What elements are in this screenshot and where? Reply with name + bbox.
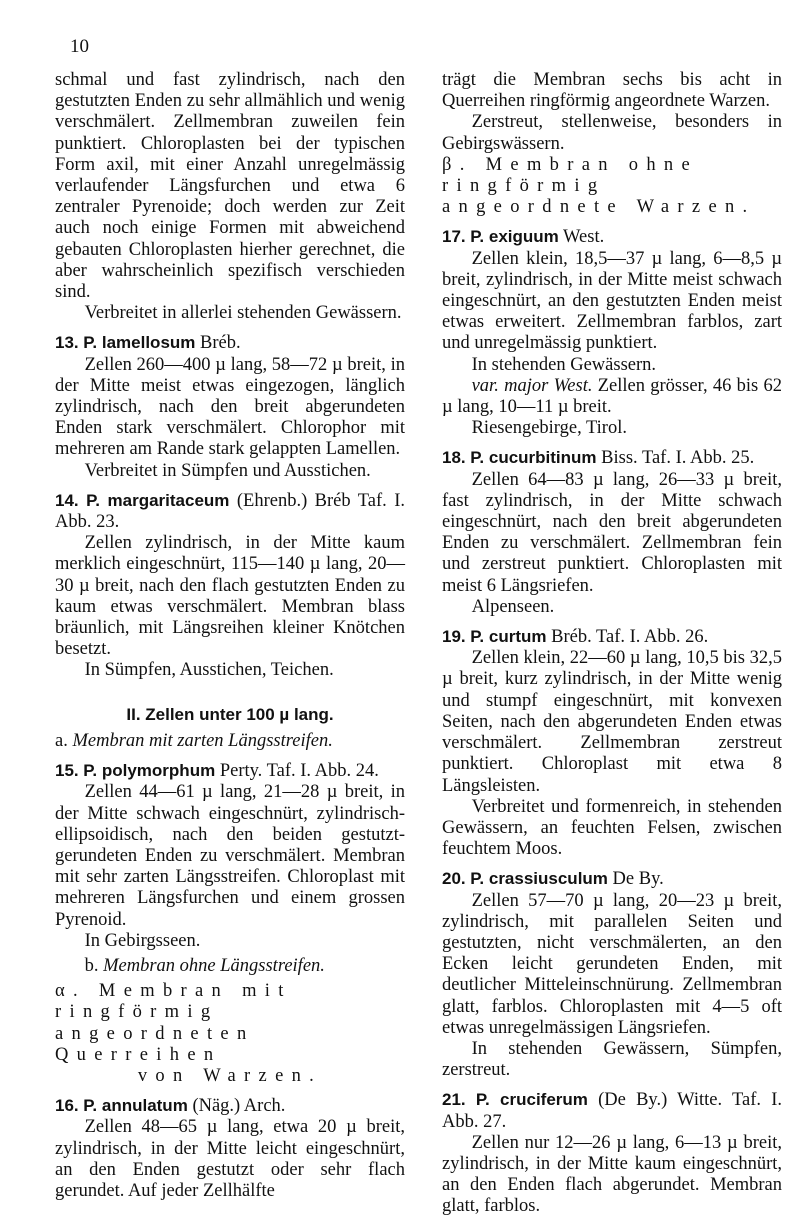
entry-number: 15. <box>55 761 79 781</box>
species-habitat: Verbreitet in Sümpfen und Ausstichen. <box>84 460 371 481</box>
species-name: P. annulatum <box>83 1096 188 1116</box>
species-description: Zellen 57—70 µ lang, 20—23 µ breit, zylindrisch, mit parallelen Seiten und gestutzten, nicht verschmälerten, an den Ecken leicht gerundeten Enden, mit deutlicher Mitteleinschnürung. Zellmembran glatt, farblos. Chloroplasten mit 4—5 oft etwas unregelmässigen Längsriefen. <box>442 890 782 1038</box>
entry-number: 20. <box>442 869 466 889</box>
species-habitat: In Sümpfen, Ausstichen, Teichen. <box>84 660 334 681</box>
species-description: Zellen 48—65 µ lang, etwa 20 µ breit, zylindrisch, in der Mitte leicht eingeschnürt, an den Enden gestutzt oder sehr flach gerundet. Auf jeder Zellhälfte <box>55 1117 405 1201</box>
entry-number: 17. <box>442 227 466 247</box>
subsection-label: b. <box>84 955 104 976</box>
right-column <box>442 70 782 1218</box>
species-author: (De By.) Witte. Taf. I. Abb. 27. <box>442 1090 782 1132</box>
species-author: West. <box>558 227 605 248</box>
entry-number: 13. <box>55 333 79 353</box>
species-entry-13 <box>55 332 405 354</box>
species-entry-17 <box>442 226 782 248</box>
species-author: De By. <box>607 869 664 890</box>
species-author: Biss. Taf. I. Abb. 25. <box>596 448 755 469</box>
species-name: P. polymorphum <box>83 761 216 781</box>
species-entry-15 <box>55 760 405 782</box>
species-name: P. margaritaceum <box>86 490 230 510</box>
subsection-a <box>55 731 405 752</box>
species-description: Zellen klein, 22—60 µ lang, 10,5 bis 32,5 µ breit, kurz zylindrisch, in der Mitte wenig und stumpf eingeschnürt, mit konvexen Seiten, nach den abgerundeten Enden etwas verschmälert. Zellmembran zerstreut punktiert. Chloroplast mit etwa 8 Längsleisten. <box>442 648 782 796</box>
entry-number: 19. <box>442 627 466 647</box>
species-author: (Näg.) Arch. <box>187 1096 286 1117</box>
subsection-text: Membran mit zarten Längsstreifen. <box>72 730 333 751</box>
variety-text: Zellen grösser, 46 bis 62 µ lang, 10—11 µ breit. <box>442 375 782 418</box>
subsection-b <box>55 956 405 977</box>
species-description: Zellen klein, 18,5—37 µ lang, 6—8,5 µ breit, zylindrisch, in der Mitte meist schwach eingeschnürt, an den gestutzten Enden meist etwas erweitert. Zellmembran farblos, zart und unregelmässig punktiert. <box>442 248 782 354</box>
species-description: Zellen 44—61 µ lang, 21—28 µ breit, in der Mitte schwach eingeschnürt, zylindrisch-ellipsoidisch, nach den beiden gestutzt-gerundeten Enden zu verschmälert. Membran mit sehr zarten Längsstreifen. Chloroplast mit mehreren Längsfurchen und einem grossen Pyrenoid. <box>55 782 405 930</box>
species-author: (Ehrenb.) Bréb Taf. I. Abb. 23. <box>55 490 405 533</box>
entry-number: 14. <box>55 490 79 510</box>
species-entry-20 <box>442 868 782 890</box>
species-habitat: Verbreitet und formenreich, in stehenden Gewässern, an feuchten Felsen, zwischen feuchtem Moos. <box>442 796 782 860</box>
species-author: Bréb. <box>195 333 241 354</box>
species-author: Bréb. Taf. I. Abb. 26. <box>546 627 709 648</box>
species-habitat: In stehenden Gewässern, Sümpfen, zerstreut. <box>442 1038 782 1081</box>
species-entry-19 <box>442 626 782 648</box>
subsection-label: a. <box>55 730 73 751</box>
paragraph: Zerstreut, stellenweise, besonders in Gebirgswässern. <box>442 112 782 154</box>
species-author: Perty. Taf. I. Abb. 24. <box>215 761 379 782</box>
species-name: P. exiguum <box>470 227 559 247</box>
subsection-beta: β. Membran ohne ringförmig angeordnete Warzen. <box>442 154 756 218</box>
subsection-alpha: α. Membran mit ringförmig angeordneten Querreihen <box>55 981 292 1065</box>
variety-label: var. major West. <box>471 375 593 396</box>
species-description: Zellen 64—83 µ lang, 26—33 µ breit, fast zylindrisch, in der Mitte schwach eingeschnürt, nach den breit abgerundeten Enden zu verschmälert. Zellmembran fein und zerstreut punktiert. Chloroplasten mit meist 6 Längsriefen. <box>442 469 782 596</box>
species-entry-14 <box>55 490 405 533</box>
species-description: Zellen 260—400 µ lang, 58—72 µ breit, in der Mitte meist etwas eingezogen, länglich zylindrisch, nach den breit abgerundeten Enden stark verschmälert. Chlorophor mit mehreren am Rande stark gelappten Lamellen. <box>55 354 405 460</box>
paragraph: schmal und fast zylindrisch, nach den gestutzten Enden zu sehr allmählich und wenig verschmälert. Zellmembran zuweilen fein punktiert. Chloroplasten bei der typischen Form axil, mit einer Anzahl unregelmässig verlaufender Längsfurchen und etwa 6 zentraler Pyrenoide; doch werden zur Zeit auch noch einige Formen mit abweichend gebauten Chloroplasten hierher gerechnet, die aber wahrscheinlich spezifisch verschieden sind. <box>55 70 405 303</box>
paragraph: trägt die Membran sechs bis acht in Querreihen ringförmig angeordnete Warzen. <box>442 70 782 112</box>
species-description: Zellen zylindrisch, in der Mitte kaum merklich eingeschnürt, 115—140 µ lang, 20—30 µ breit, nach den flach gestutzten Enden zu kaum etwas verschmälert. Membran blass bräunlich, mit Längsreihen kleiner Knötchen besetzt. <box>55 533 405 660</box>
species-entry-18 <box>442 447 782 469</box>
species-habitat: Alpenseen. <box>471 596 555 617</box>
page-number: 10 <box>70 36 89 57</box>
species-description: Zellen nur 12—26 µ lang, 6—13 µ breit, zylindrisch, in der Mitte kaum eingeschnürt, an den Enden flach abgerundet. Membran glatt, farblos. <box>442 1132 782 1217</box>
species-name: P. cucurbitinum <box>470 448 597 468</box>
entry-number: 16. <box>55 1096 79 1116</box>
species-name: P. curtum <box>470 627 547 647</box>
species-entry-16 <box>55 1095 405 1117</box>
variety-habitat: Riesengebirge, Tirol. <box>471 418 627 439</box>
species-habitat: In Gebirgsseen. <box>84 930 201 951</box>
subsection-text: Membran ohne Längsstreifen. <box>103 955 325 976</box>
species-entry-21 <box>442 1089 782 1132</box>
species-name: P. lamellosum <box>83 333 196 353</box>
entry-number: 21. <box>442 1090 466 1110</box>
species-habitat: In stehenden Gewässern. <box>471 354 657 375</box>
subsection-alpha-cont: von Warzen. <box>137 1065 323 1086</box>
variety-entry <box>442 376 782 418</box>
species-name: P. cruciferum <box>475 1090 588 1110</box>
entry-number: 18. <box>442 448 466 468</box>
left-column <box>55 70 405 1202</box>
species-name: P. crassiusculum <box>470 869 608 889</box>
paragraph: Verbreitet in allerlei stehenden Gewässern. <box>84 303 402 324</box>
section-heading: II. Zellen unter 100 µ lang. <box>126 704 334 724</box>
